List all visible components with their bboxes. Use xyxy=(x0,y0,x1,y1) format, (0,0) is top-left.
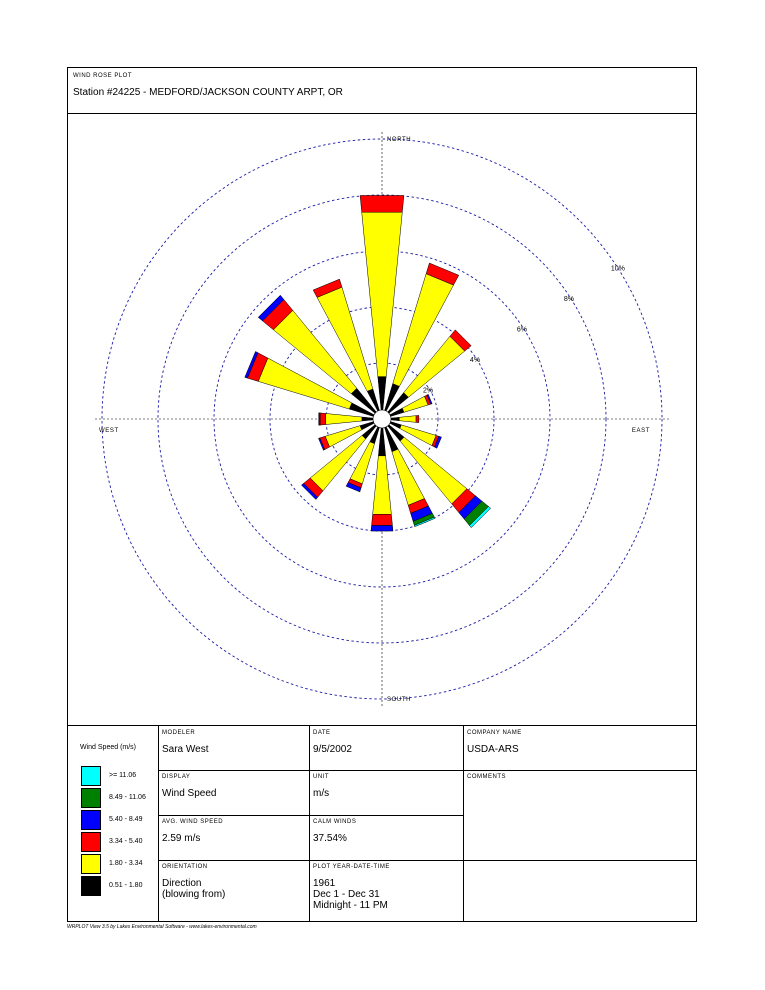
footer-credit: WRPLOT View 3.5 by Lakes Environmental Software - www.lakes-environmental.com xyxy=(67,924,257,930)
calm-cell xyxy=(309,815,463,860)
plot-year-value xyxy=(313,878,388,911)
legend-swatch xyxy=(81,876,101,896)
plot-year-label: PLOT YEAR-DATE-TIME xyxy=(313,864,390,870)
legend-label: 5.40 - 8.49 xyxy=(109,816,143,823)
compass-south-label: SOUTH xyxy=(387,697,411,703)
petal-N-1 xyxy=(362,212,403,376)
plot-year-cell xyxy=(309,860,463,922)
petal-E-0 xyxy=(391,417,399,420)
title-block xyxy=(68,68,696,114)
petal-W-1 xyxy=(326,413,362,424)
wind-rose-area xyxy=(68,114,696,725)
orientation-line: (blowing from) xyxy=(162,889,226,900)
compass-east-label: EAST xyxy=(631,428,650,434)
petal-W-2 xyxy=(320,413,326,425)
date-cell xyxy=(309,726,463,770)
avg-speed-label: AVG. WIND SPEED xyxy=(162,819,224,825)
display-cell xyxy=(158,770,309,815)
date-label: DATE xyxy=(313,730,331,736)
unit-label: UNIT xyxy=(313,774,329,780)
petal-N-2 xyxy=(360,195,404,212)
date-value: 9/5/2002 xyxy=(313,744,352,755)
display-value: Wind Speed xyxy=(162,788,217,799)
legend-label: 0.51 - 1.80 xyxy=(109,882,143,889)
display-label: DISPLAY xyxy=(162,774,191,780)
modeler-cell xyxy=(158,726,309,770)
modeler-value: Sara West xyxy=(162,744,209,755)
petal-N-0 xyxy=(378,377,386,410)
ring-label: 4% xyxy=(469,357,481,365)
petal-S-2 xyxy=(372,514,393,525)
ring-label: 6% xyxy=(516,326,528,334)
ring-label: 2% xyxy=(422,387,434,395)
calm-label: CALM WINDS xyxy=(313,819,357,825)
plot-year-line: Midnight - 11 PM xyxy=(313,900,388,911)
petal-W-3 xyxy=(319,413,320,425)
avg-speed-cell xyxy=(158,815,309,860)
legend-label: 1.80 - 3.34 xyxy=(109,860,143,867)
compass-west-label: WEST xyxy=(99,428,119,434)
legend-label: 8.49 - 11.06 xyxy=(109,794,146,801)
info-panel xyxy=(68,725,696,921)
orientation-line: Direction xyxy=(162,878,202,889)
ring-label: 10% xyxy=(610,265,625,273)
plot-type-label: WIND ROSE PLOT xyxy=(73,73,133,79)
plot-frame xyxy=(67,67,697,922)
compass-north-label: NORTH xyxy=(387,137,412,143)
unit-value: m/s xyxy=(313,788,330,799)
petal-E-1 xyxy=(399,416,416,423)
legend-swatch xyxy=(81,810,101,830)
empty-cell xyxy=(463,860,696,922)
orientation-value xyxy=(162,878,225,900)
petal-E-2 xyxy=(416,415,419,422)
legend-label: >= 11.06 xyxy=(109,772,137,779)
legend-swatch xyxy=(81,788,101,808)
calm-value: 37.54% xyxy=(313,833,347,844)
company-value: USDA-ARS xyxy=(467,744,519,755)
legend-swatch xyxy=(81,854,101,874)
comments-label: COMMENTS xyxy=(467,774,506,780)
legend-label: 3.34 - 5.40 xyxy=(109,838,143,845)
company-cell xyxy=(463,726,696,770)
petal-S-1 xyxy=(373,456,392,515)
unit-cell xyxy=(309,770,463,815)
plot-year-line: 1961 xyxy=(313,878,336,889)
petal-S-3 xyxy=(371,525,393,531)
modeler-label: MODELER xyxy=(162,730,196,736)
wind-rose-chart xyxy=(68,114,696,725)
company-label: COMPANY NAME xyxy=(467,730,522,736)
legend-swatch xyxy=(81,832,101,852)
orientation-label: ORIENTATION xyxy=(162,864,208,870)
station-title: Station #24225 - MEDFORD/JACKSON COUNTY ARPT, OR xyxy=(73,87,343,98)
plot-year-line: Dec 1 - Dec 31 xyxy=(313,889,380,900)
petal-S-0 xyxy=(378,428,385,456)
calm-circle xyxy=(373,410,391,428)
orientation-cell xyxy=(158,860,309,922)
legend-swatch xyxy=(81,766,101,786)
avg-speed-value: 2.59 m/s xyxy=(162,833,201,844)
legend xyxy=(68,726,158,922)
petal-W-0 xyxy=(362,417,373,421)
comments-cell xyxy=(463,770,696,860)
legend-title: Wind Speed (m/s) xyxy=(80,744,137,751)
ring-label: 8% xyxy=(563,296,574,304)
